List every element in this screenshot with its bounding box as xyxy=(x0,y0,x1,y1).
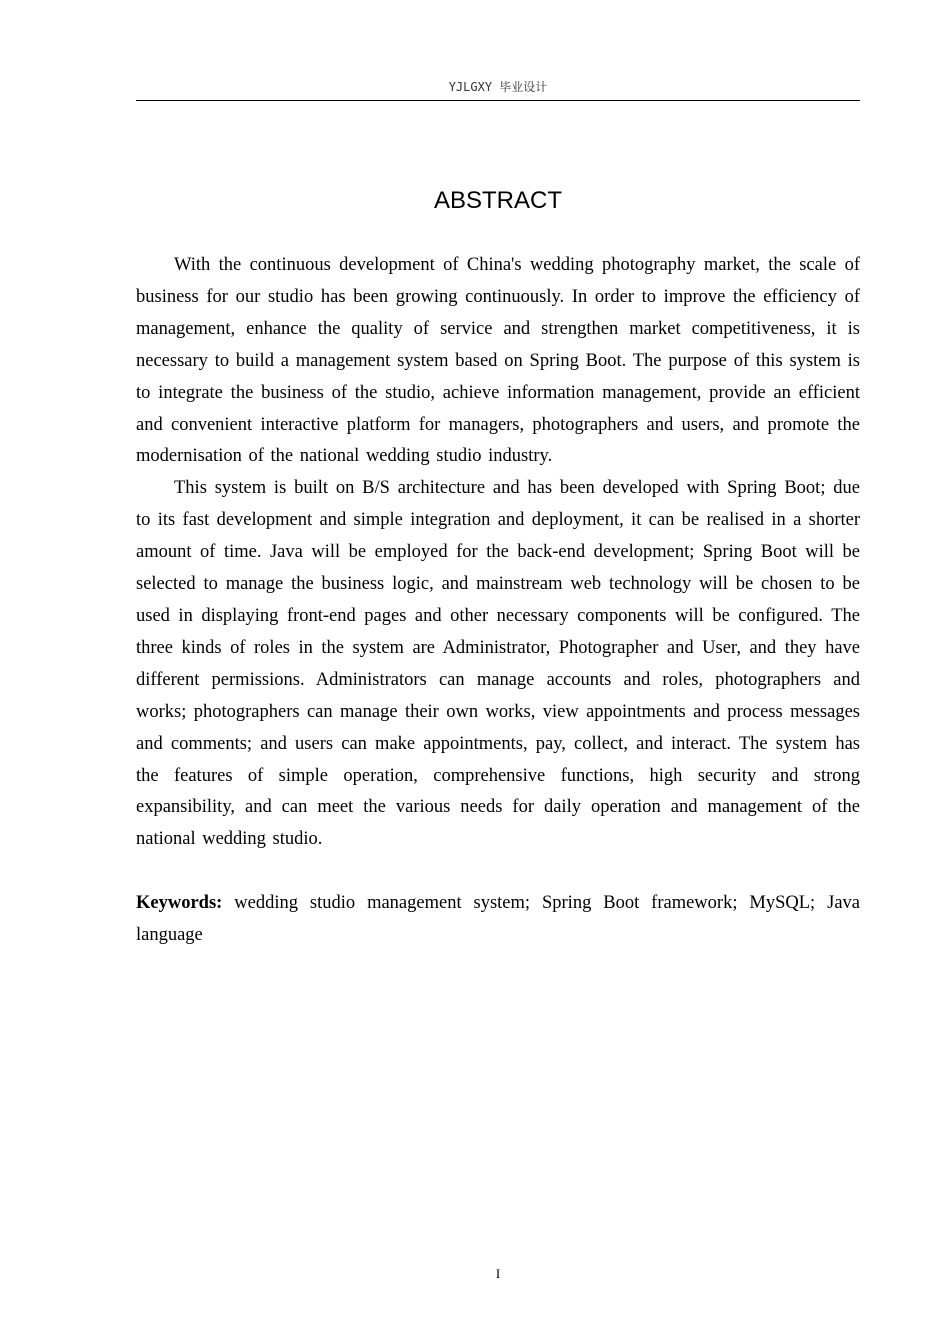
abstract-paragraph-1: With the continuous development of China's wedding photography market, the scale of business for our studio has been growing continuously. In order to improve the efficiency of management, enhance the quality of service and strengthen market competitiveness, it is necessary to build a management system based on Spring Boot. The purpose of this system is to integrate the business of the studio, achieve information management, provide an efficient and convenient interactive platform for managers, photographers and users, and promote the modernisation of the national wedding studio industry. xyxy=(136,255,860,467)
running-header: YJLGXY 毕业设计 xyxy=(448,80,548,94)
keywords-text: wedding studio management system; Spring Boot framework; MySQL; Java language xyxy=(136,893,860,946)
header-rule xyxy=(136,100,860,101)
abstract-title: ABSTRACT xyxy=(433,187,562,214)
abstract-paragraph-2: This system is built on B/S architecture and has been developed with Spring Boot; due to its fast development and simple integration and deployment, it can be realised in a shorter amount of time. Java will be employed for the back-end development; Spring Boot will be selected to manage the business logic, and mainstream web technology will be chosen to be used in displaying front-end pages and other necessary components will be configured. The three kinds of roles in the system are Administrator, Photographer and User, and they have different permissions. Administrators can manage accounts and roles, photographers and works; photographers can manage their own works, view appointments and process messages and comments; and users can make appointments, pay, collect, and interact. The system has the features of simple operation, comprehensive functions, high security and strong expansibility, and can meet the various needs for daily operation and management of the national wedding studio. xyxy=(136,478,860,850)
keywords-line xyxy=(136,888,860,952)
page-number: I xyxy=(495,1266,501,1281)
keywords-label: Keywords: xyxy=(136,893,223,914)
abstract-body xyxy=(136,250,860,952)
